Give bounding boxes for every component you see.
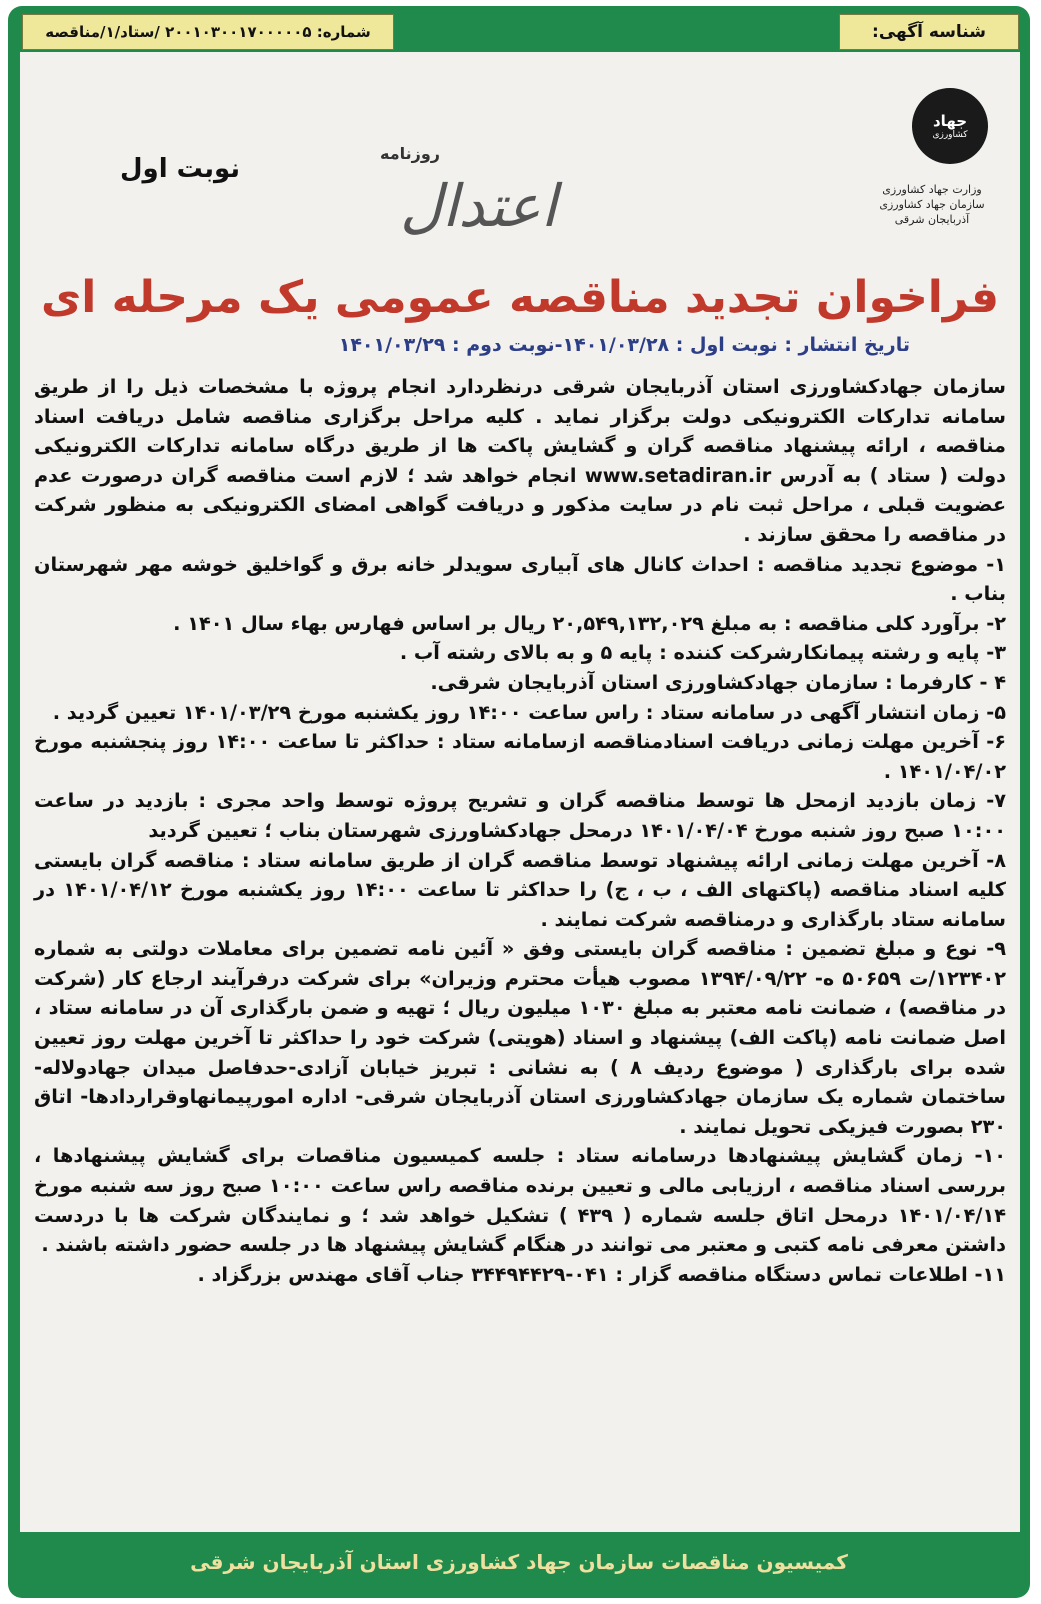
round-label: نوبت اول xyxy=(120,154,241,184)
item-1: ۱- موضوع تجدید مناقصه : احداث کانال های آبیاری سویدلر خانه برق و گواخلیق خوشه مهر شهرستان بناب . xyxy=(34,552,1006,606)
intro-paragraph: سازمان جهادکشاورزی استان آذربایجان شرقی درنظردارد انجام پروژه با مشخصات ذیل را از طریق سامانه تدارکات الکترونیکی دولت برگزار نماید . کلیه مراحل برگزاری مناقصه شامل دریافت اسناد مناقصه ، ارائه پیشنهاد مناقصه گران و گشایش پاکت ها از طریق درگاه سامانه تدارکات الکترونیکی دولت ( ستاد ) به آدرس www.setadiran.ir انجام خواهد شد ؛ لازم است مناقصه گران درصورت عدم عضویت قبلی ، مراحل ثبت نام در سایت مذکور و دریافت گواهی امضای الکترونیکی به منظور شرکت در مناقصه را محقق سازند . xyxy=(34,375,1006,546)
announcement-body xyxy=(34,372,1006,1289)
item-8: ۸- آخرین مهلت زمانی ارائه پیشنهاد توسط مناقصه گران از طریق سامانه ستاد : مناقصه گران بایستی کلیه اسناد مناقصه (پاکتهای الف ، ب ، ج) را حداکثر تا ساعت ۱۴:۰۰ روز یکشنبه مورخ ۱۴۰۱/۰۴/۱۲ در سامانه ستاد بارگذاری و درمناقصه شرکت نمایند . xyxy=(34,848,1006,931)
item-2: ۲- برآورد کلی مناقصه : به مبلغ ۲۰,۵۴۹,۱۳۲,۰۲۹ ریال بر اساس فهارس بهاء سال ۱۴۰۱ . xyxy=(173,611,1006,635)
org-line: وزارت جهاد کشاورزی xyxy=(882,183,982,196)
newspaper-label: روزنامه xyxy=(380,144,440,163)
ad-id-label: شناسه آگهی: xyxy=(839,14,1019,50)
organization-name xyxy=(862,182,1002,227)
org-line: سازمان جهاد کشاورزی xyxy=(879,198,985,211)
item-4: ۴ - کارفرما : سازمان جهادکشاورزی استان آذربایجان شرقی. xyxy=(430,670,1006,694)
tender-number-label: شماره: ۲۰۰۱۰۳۰۰۱۷۰۰۰۰۰۵ /ستاد/۱/مناقصه xyxy=(22,14,394,50)
item-11: ۱۱- اطلاعات تماس دستگاه مناقصه گزار : ۰۴۱-۳۴۴۹۴۴۲۹ جناب آقای مهندس بزرگزاد . xyxy=(197,1262,1006,1286)
logo-subtext: کشاورزی xyxy=(932,130,968,140)
item-5: ۵- زمان انتشار آگهی در سامانه ستاد : راس ساعت ۱۴:۰۰ روز یکشنبه مورخ ۱۴۰۱/۰۳/۲۹ تعیین گردید . xyxy=(52,700,1006,724)
ministry-logo xyxy=(912,88,988,164)
org-line: آذربایجان شرقی xyxy=(894,213,970,226)
announcement-title: فراخوان تجدید مناقصه عمومی یک مرحله ای xyxy=(40,272,1000,323)
item-3: ۳- پایه و رشته پیمانکارشرکت کننده : پایه ۵ و به بالای رشته آب . xyxy=(399,641,1006,665)
announcement-paper xyxy=(20,52,1020,1532)
item-7: ۷- زمان بازدید ازمحل ها توسط مناقصه گران و تشریح پروژه توسط واحد مجری : بازدید در ساعت ۱۰:۰۰ صبح روز شنبه مورخ ۱۴۰۱/۰۴/۰۴ درمحل جهادکشاورزی شهرستان بناب ؛ تعیین گردید xyxy=(34,789,1006,842)
publication-dates: تاریخ انتشار : نوبت اول : ۱۴۰۱/۰۳/۲۸-نوبت دوم : ۱۴۰۱/۰۳/۲۹ xyxy=(338,334,910,356)
item-9: ۹- نوع و مبلغ تضمین : مناقصه گران بایستی وفق « آئین نامه تضمین برای معاملات دولتی به شماره ۱۲۳۴۰۲/ت ۵۰۶۵۹ ه- ۱۳۹۴/۰۹/۲۲ مصوب هیأت محترم وزیران» برای شرکت درفرآیند ارجاع کار (شرکت در مناقصه) ، ضمانت نامه معتبر به مبلغ ۱۰۳۰ میلیون ریال ؛ تهیه و ضمن بارگذاری آن در سامانه ستاد ، اصل ضمانت نامه (پاکت الف) پیشنهاد و اسناد (هویتی) شرکت خود را حداکثر تا آخرین مهلت روز تعیین شده برای بارگذاری ( موضوع ردیف ۸ ) به نشانی : تبریز خیابان آزادی-حدفاصل میدان جهادولاله- ساختمان شماره یک سازمان جهادکشاورزی استان آذربایجان شرقی- اداره امورپیمانهاوقراردادها- اتاق ۲۳۰ بصورت فیزیکی تحویل نمایند . xyxy=(34,937,1007,1138)
item-10: ۱۰- زمان گشایش پیشنهادها درسامانه ستاد : جلسه کمیسیون مناقصات برای گشایش پیشنهادها ، بررسی اسناد مناقصه ، ارزیابی مالی و تعیین برنده مناقصه راس ساعت ۱۰:۰۰ صبح روز سه شنبه مورخ ۱۴۰۱/۰۴/۱۴ درمحل اتاق جلسه شماره ( ۴۳۹ ) تشکیل خواهد شد ؛ و نمایندگان شرکت ها با دردست داشتن معرفی نامه کتبی و معتبر می توانند در هنگام گشایش پیشنهاد ها در جلسه حضور داشته باشند . xyxy=(34,1144,1006,1257)
footer-commission: کمیسیون مناقصات سازمان جهاد کشاورزی استان آذربایجان شرقی xyxy=(190,1550,848,1574)
newspaper-logo: اعتدال xyxy=(400,172,557,240)
item-6: ۶- آخرین مهلت زمانی دریافت اسنادمناقصه ازسامانه ستاد : حداکثر تا ساعت ۱۴:۰۰ روز پنجشنبه مورخ ۱۴۰۱/۰۴/۰۲ . xyxy=(34,730,1006,783)
logo-text: جهاد xyxy=(932,112,968,130)
